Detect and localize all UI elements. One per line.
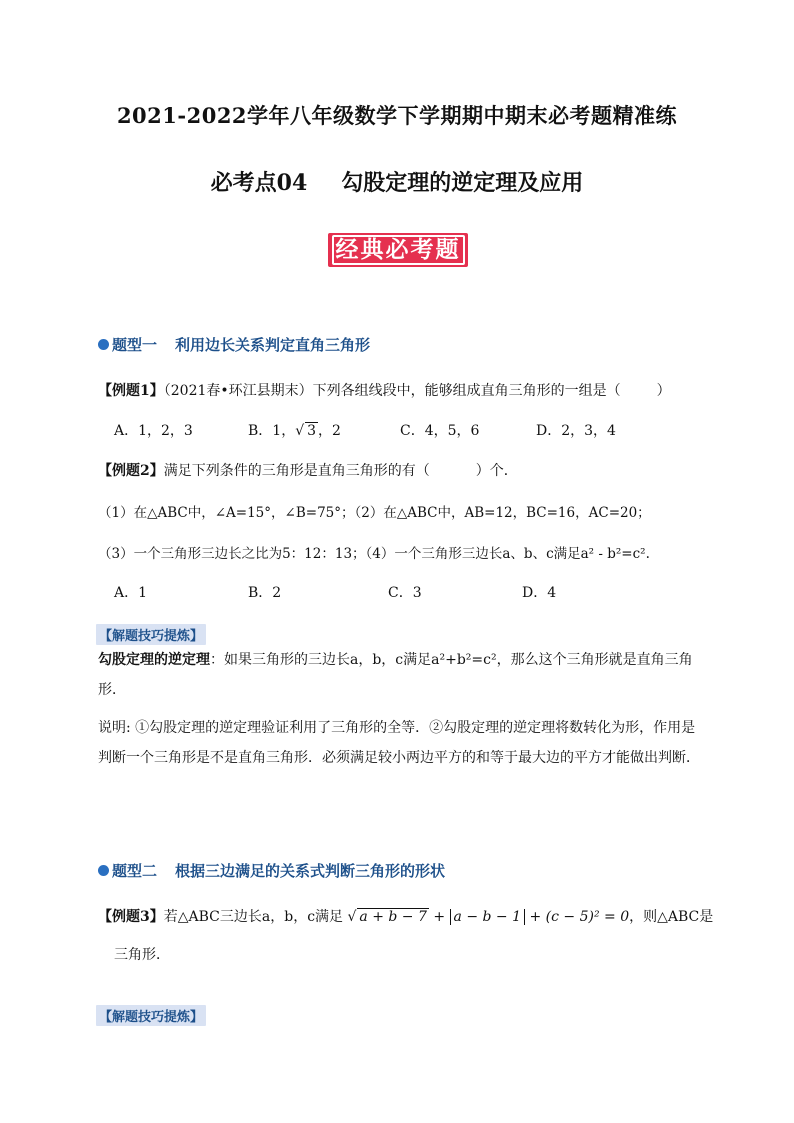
example-tag: 【例题1】 — [98, 383, 164, 399]
example-tag: 【例题2】 — [98, 463, 164, 479]
sqrt-expr: a + b − 7 — [359, 909, 427, 925]
example-text: 下列各组线段中，能够组成直角三角形的一组是（ — [312, 383, 621, 399]
close-paren: ）个． — [475, 463, 518, 479]
tips-label: 【解题技巧提炼】 — [96, 624, 206, 645]
example-tag: 【例题3】 — [98, 909, 164, 925]
example-3-question — [98, 906, 713, 926]
classic-banner — [328, 233, 468, 267]
bullet-dot-icon — [98, 865, 109, 876]
example-source: （2021春•环江县期末） — [163, 383, 313, 399]
example-text: 若△ABC三边长a，b，c满足 — [163, 909, 344, 925]
example-1-options — [114, 420, 714, 440]
example-text-post: ，则△ABC是 — [629, 909, 714, 925]
topic-name: 勾股定理的逆定理及应用 — [341, 170, 584, 196]
example-2-options — [114, 582, 714, 602]
math-expression: √ a + b − 7 + a − b − 1 + (c − 5)² = 0 — [347, 909, 630, 925]
section-label: 题型一 — [112, 336, 158, 354]
example-3-tail: 三角形． — [114, 947, 170, 963]
theorem-term: 勾股定理的逆定理 — [98, 652, 210, 668]
banner-text: 经典必考题 — [332, 235, 465, 265]
bullet-dot-icon — [98, 339, 109, 350]
topic-title — [0, 166, 794, 197]
topic-code: 必考点04 — [210, 170, 308, 196]
section-heading-2 — [98, 860, 445, 881]
option-b-suffix: ，2 — [318, 423, 341, 439]
section-title: 根据三边满足的关系式判断三角形的形状 — [175, 862, 446, 880]
option-b: B．1，√ 3 ，2 — [248, 423, 341, 439]
theorem-paragraph — [98, 645, 700, 705]
option-a: A．1 — [114, 585, 148, 601]
option-c: C．4，5，6 — [400, 423, 480, 439]
tips-label-2: 【解题技巧提炼】 — [96, 1005, 206, 1026]
option-b-prefix: B．1， — [248, 423, 296, 439]
example-2-condition-2: （3）一个三角形三边长之比为5：12：13；（4）一个三角形三边长a、b、c满足a² - b²=c². — [98, 546, 650, 562]
square-expr: (c − 5)² = 0 — [545, 909, 630, 925]
note-paragraph: 说明: ①勾股定理的逆定理验证利用了三角形的全等．②勾股定理的逆定理将数转化为形，作用是判断一个三角形是不是直角三角形．必须满足较小两边平方的和等于最大边的平方才能做出判断． — [98, 720, 700, 766]
section-title: 利用边长关系判定直角三角形 — [175, 336, 371, 354]
example-2-question — [98, 460, 518, 480]
close-paren: ） — [656, 383, 671, 399]
option-a: A．1，2，3 — [114, 423, 193, 439]
section-heading-1 — [98, 334, 370, 355]
section-label: 题型二 — [112, 862, 158, 880]
option-d: D．4 — [522, 585, 557, 601]
option-d: D．2，3，4 — [536, 423, 616, 439]
abs-expr: a − b − 1 — [450, 909, 525, 925]
page-title: 2021-2022学年八年级数学下学期期中期末必考题精准练 — [116, 103, 678, 128]
theorem-text: ：如果三角形的三边长a，b，c满足a²+b²=c²，那么这个三角形就是直角三角形． — [98, 652, 693, 698]
example-1-question — [98, 380, 671, 400]
example-2-condition-1: （1）在△ABC中，∠A=15°，∠B=75°；（2）在△ABC中，AB=12，BC=16，AC=20； — [98, 505, 651, 521]
example-text: 满足下列条件的三角形是直角三角形的有（ — [163, 463, 430, 479]
option-c: C．3 — [388, 585, 422, 601]
option-b-root: 3 — [307, 423, 317, 439]
option-b: B．2 — [248, 585, 282, 601]
